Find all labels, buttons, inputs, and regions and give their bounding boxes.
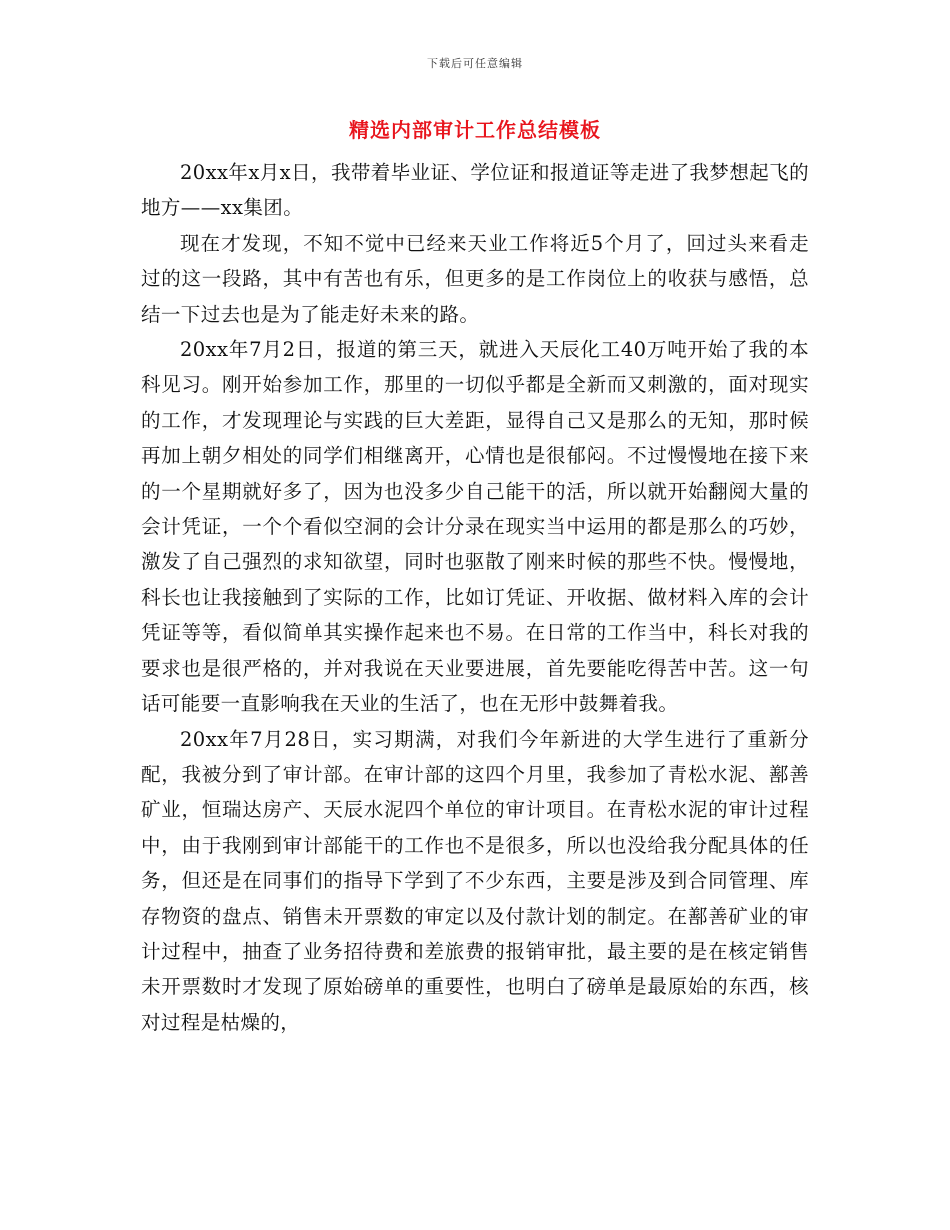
paragraph: 20xx年x月x日，我带着毕业证、学位证和报道证等走进了我梦想起飞的地方——xx集团。 <box>141 161 809 220</box>
paragraph: 20xx年7月28日，实习期满，对我们今年新进的大学生进行了重新分配，我被分到了审计部。在审计部的这四个月里，我参加了青松水泥、鄯善矿业，恒瑞达房产、天辰水泥四个单位的审计项目。在青松水泥的审计过程中，由于我刚到审计部能干的工作也不是很多，所以也没给我分配具体的任务，但还是在同事们的指导下学到了不少东西，主要是涉及到合同管理、库存物资的盘点、销售未开票数的审定以及付款计划的制定。在鄯善矿业的审计过程中，抽查了业务招待费和差旅费的报销审批，最主要的是在核定销售未开票数时才发现了原始磅单的重要性，也明白了磅单是最原始的东西，核对过程是枯燥的， <box>141 727 809 1034</box>
document-body <box>141 155 809 1040</box>
header-note: 下载后可任意编辑 <box>427 57 523 70</box>
paragraph: 20xx年7月2日，报道的第三天，就进入天辰化工40万吨开始了我的本科见习。刚开始参加工作，那里的一切似乎都是全新而又刺激的，面对现实的工作，才发现理论与实践的巨大差距，显得自己又是那么的无知，那时候再加上朝夕相处的同学们相继离开，心情也是很郁闷。不过慢慢地在接下来的一个星期就好多了，因为也没多少自己能干的活，所以就开始翻阅大量的会计凭证，一个个看似空洞的会计分录在现实当中运用的都是那么的巧妙，激发了自己强烈的求知欲望，同时也驱散了刚来时候的那些不快。慢慢地，科长也让我接触到了实际的工作，比如订凭证、开收据、做材料入库的会计凭证等等，看似简单其实操作起来也不易。在日常的工作当中，科长对我的要求也是很严格的，并对我说在天业要进展，首先要能吃得苦中苦。这一句话可能要一直影响我在天业的生活了，也在无形中鼓舞着我。 <box>141 338 809 716</box>
document-title: 精选内部审计工作总结模板 <box>349 118 601 142</box>
paragraph: 现在才发现，不知不觉中已经来天业工作将近5个月了，回过头来看走过的这一段路，其中有苦也有乐，但更多的是工作岗位上的收获与感悟，总结一下过去也是为了能走好未来的路。 <box>141 231 809 326</box>
